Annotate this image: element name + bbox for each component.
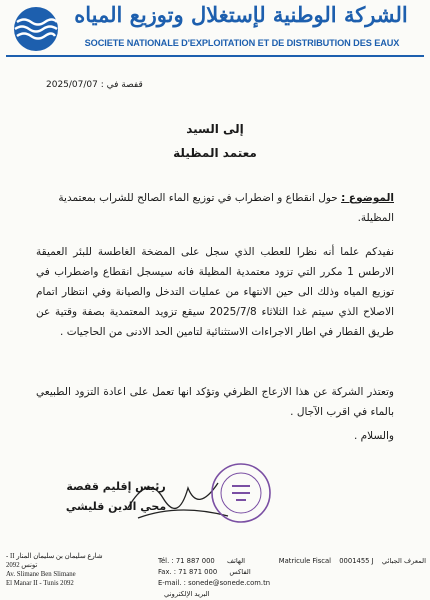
org-name-french: SOCIETE NATIONALE D'EXPLOITATION ET DE DISTRIBUTION DES EAUX [84,38,400,48]
footer-fax-label-ar: الفاكس [229,568,251,576]
subject-label: الموضوع : [341,192,394,204]
footer-fiscal [270,556,426,567]
subject-text: حول انقطاع و اضطراب في توزيع الماء الصالح للشراب بمعتمدية المظيلة. [58,192,394,224]
letter-footer [0,548,430,600]
footer-fax: Fax. : 71 871 000 [158,568,218,576]
footer-matricule-label: Matricule Fiscal [278,557,332,565]
signatory-title: رئيس إقليم قفصة [66,480,166,493]
org-name-arabic: الشركة الوطنية لإستغلال وتوزيع المياه [74,2,408,27]
footer-email-label-ar: البريد الإلكتروني [164,590,210,598]
body-paragraph-2: وتعتذر الشركة عن هذا الازعاج الظرفي وتؤكد انها تعمل على اعادة التزود الطبيعي بالماء في اقرب الآجال . [36,386,394,418]
footer-matricule-ar: المعرف الجبائي [381,557,426,565]
header-divider [6,55,424,57]
body-paragraph-1: نفيدكم علما أنه نظرا للعطب الذي سجل على المضخة الغاطسة للبئر العميقة الارطس 1 مكرر التي تزود معتمدية المظيلة فانه سيسجل انقطاع واضطراب في توزيع المياه وذلك الى حين الانتهاء من عمليات التدخل والصيانة وفي انتظار اتمام الاصلاح الذي سيتم غدا الثلاثاء 2025/7/8 سيقع تزويد المعتمدية بصفة وقتية عن طريق القطار في اطار الاجراءات الاستثنائية لتامين الحد الادنى من الحاجيات . [36,246,394,338]
footer-matricule-value: 0001455 J [339,557,374,565]
signatory-name: محي الدين قليشي [65,500,167,513]
subject-line [36,188,394,228]
recipient-title: معتمد المظيلة [173,146,257,160]
official-stamp-icon [210,462,272,524]
closing-line: والسلام . [354,430,394,442]
footer-address [6,552,106,588]
letterhead [0,0,430,68]
footer-address-fr-1: Av. Slimane Ben Slimane [6,571,76,578]
footer-tel-label-ar: الهاتف [226,557,246,565]
water-waves-logo-icon [8,4,64,54]
letter-date: قفصة في : 2025/07/07 [46,80,143,90]
recipient-salutation: إلى السيد [186,122,244,136]
footer-tel: Tél. : 71 887 000 [158,557,215,565]
footer-address-fr-2: El Manar II - Tunis 2092 [6,580,74,587]
footer-contacts [158,556,278,600]
footer-email: E-mail. : sonede@sonede.com.tn [158,579,271,587]
footer-address-ar: شارع سليمان بن سليمان المنار II - تونس 2092 [6,553,103,569]
